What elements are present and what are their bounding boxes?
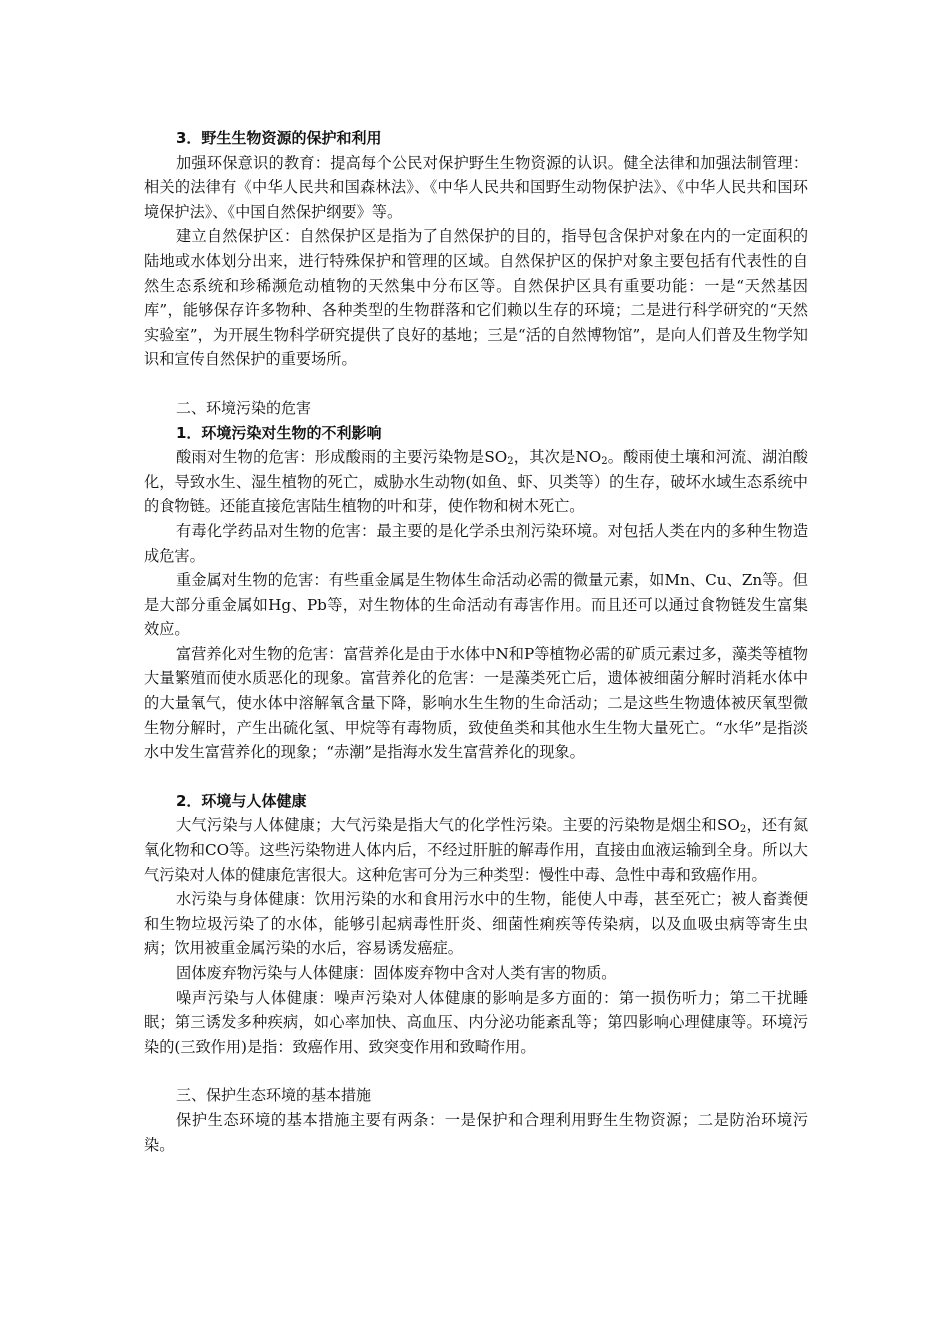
paragraph-heavy-metals: 重金属对生物的危害：有些重金属是生物体生命活动必需的微量元素，如Mn、Cu、Zn等。但是大部分重金属如Hg、Pb等，对生物体的生命活动有毒害作用。而且还可以通过食物链发生富集效应。 [144,571,808,639]
paragraph-basic-measures: 保护生态环境的基本措施主要有两条：一是保护和合理利用野生生物资源；二是防治环境污染。 [144,1110,808,1154]
paragraph-toxic-chemicals: 有毒化学药品对生物的危害：最主要的是化学杀虫剂污染环境。对包括人类在内的多种生物造成危害。 [144,521,808,565]
paragraph-nature-reserve: 建立自然保护区：自然保护区是指为了自然保护的目的，指导包含保护对象在内的一定面积的陆地或水体划分出来，进行特殊保护和管理的区域。自然保护区的保护对象主要包括有代表性的自然生态系统和珍稀濒危动植物的天然集中分布区等。自然保护区具有重要功能：一是“天然基因库”，能够保存许多物种、各种类型的生物群落和它们赖以生存的环境；二是进行科学研究的“天然实验室”，为开展生物科学研究提供了良好的基地；三是“活的自然博物馆”，是向人们普及生物学知识和宣传自然保护的重要场所。 [144,227,808,369]
section-title-protection-measures: 三、保护生态环境的基本措施 [176,1086,372,1105]
paragraph-noise-pollution: 噪声污染与人体健康：噪声污染对人体健康的影响是多方面的：第一损伤听力；第二干扰睡眠；第三诱发多种疾病，如心率加快、高血压、内分泌功能紊乱等；第四影响心理健康等。环境污染的(三致作用)是指：致癌作用、致突变作用和致畸作用。 [144,988,808,1056]
document-page [144,126,808,1157]
paragraph-solid-waste: 固体废弃物污染与人体健康：固体废弃物中含对人类有害的物质。 [176,964,617,982]
paragraph-water-pollution: 水污染与身体健康：饮用污染的水和食用污水中的生物，能使人中毒，甚至死亡；被人畜粪便和生物垃圾污染了的水体，能够引起病毒性肝炎、细菌性痢疾等传染病，以及血吸虫病等寄生虫病；饮用被重金属污染的水后，容易诱发癌症。 [144,890,808,958]
spacer [144,1059,808,1083]
subheading-effects-on-organisms: 1．环境污染对生物的不利影响 [176,423,382,442]
paragraph-education-law: 加强环保意识的教育：提高每个公民对保护野生生物资源的认识。健全法律和加强法制管理：相关的法律有《中华人民共和国森林法》、《中华人民共和国野生动物保护法》、《中华人民共和国环境保护法》、《中国自然保护纲要》等。 [144,153,808,221]
paragraph-acid-rain: 酸雨对生物的危害：形成酸雨的主要污染物是$SO_2$，其次是$NO_2$。酸雨使土壤和河流、湖泊酸化，导致水生、湿生植物的死亡，威胁水生动物(如鱼、虾、贝类等）的生存，破坏水域生态系统中的食物链。还能直接危害陆生植物的叶和芽，使作物和树木死亡。 [144,448,808,516]
section-heading-wildlife: 3．野生生物资源的保护和利用 [176,129,382,147]
spacer [144,765,808,789]
subheading-environment-health: 2．环境与人体健康 [176,791,307,810]
paragraph-eutrophication: 富营养化对生物的危害：富营养化是由于水体中N和P等植物必需的矿质元素过多，藻类等植物大量繁殖而使水质恶化的现象。富营养化的危害：一是藻类死亡后，遗体被细菌分解时消耗水体中的大量氧气，使水体中溶解氧含量下降，影响水生生物的生命活动；二是这些生物遗体被厌氧型微生物分解时，产生出硫化氢、甲烷等有毒物质，致使鱼类和其他水生生物大量死亡。“水华”是指淡水中发生富营养化的现象；“赤潮”是指海水发生富营养化的现象。 [144,644,808,762]
paragraph-air-pollution: 大气污染与人体健康；大气污染是指大气的化学性污染。主要的污染物是烟尘和$SO_2$，还有氮氧化物和CO等。这些污染物进人体内后，不经过肝脏的解毒作用，直接由血液运输到全身。所以大气污染对人体的健康危害很大。这种危害可分为三种类型：慢性中毒、急性中毒和致癌作用。 [144,816,809,884]
spacer [144,372,808,396]
section-title-pollution-harm: 二、环境污染的危害 [176,398,312,417]
